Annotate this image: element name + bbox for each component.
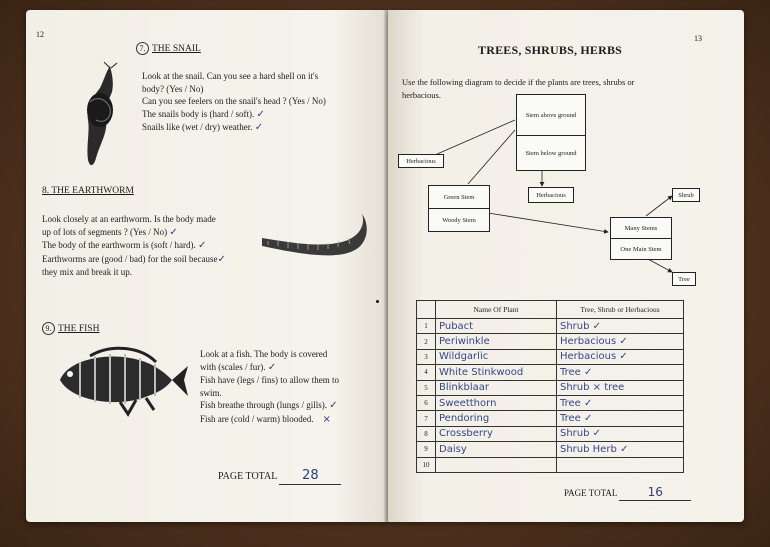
table-header-row bbox=[417, 301, 684, 319]
text-line: Fish are (cold / warm) blooded. × bbox=[200, 413, 331, 425]
earthworm-illustration bbox=[258, 208, 378, 264]
table-row: 7 Pendoring Tree ✓ bbox=[417, 411, 684, 426]
plant-type-cell: Shrub ✓ bbox=[557, 426, 684, 441]
tick-mark: ✓ bbox=[254, 122, 264, 133]
text-line: The body of the earthworm is (soft / hard). ✓ bbox=[42, 240, 207, 251]
column-header: Name Of Plant bbox=[436, 301, 557, 319]
plant-type-cell: Herbacious ✓ bbox=[557, 334, 684, 349]
tick-mark: ✓ bbox=[329, 400, 338, 411]
plant-type-cell bbox=[557, 457, 684, 472]
page-total-value: 16 bbox=[647, 485, 663, 499]
tick-mark: ✓ bbox=[267, 361, 277, 373]
herbacious-box: Herbacious bbox=[398, 154, 444, 168]
text-line: they mix and break it up. bbox=[42, 267, 132, 277]
table-row: 3 Wildgarlic Herbacious ✓ bbox=[417, 349, 684, 364]
tick-mark: ✓ bbox=[256, 108, 265, 120]
plants-table bbox=[416, 300, 684, 473]
plant-type-cell: Shrub × tree bbox=[557, 380, 684, 395]
plant-name-cell: Blinkblaar bbox=[436, 380, 557, 395]
section-number: 9. bbox=[42, 322, 55, 335]
fish-illustration bbox=[50, 342, 190, 418]
table-row: 2 Periwinkle Herbacious ✓ bbox=[417, 334, 684, 349]
ink-dot bbox=[376, 300, 379, 303]
stem-above-ground-box: Stem above ground bbox=[516, 94, 586, 136]
page-total: PAGE TOTAL 28 bbox=[218, 470, 341, 485]
left-page bbox=[26, 10, 388, 522]
text-line: Can you see feelers on the snail's head ? (Yes / No) bbox=[142, 96, 326, 106]
tick-mark: ✓ bbox=[217, 253, 226, 265]
plant-name-cell: Periwinkle bbox=[436, 334, 557, 349]
fish-heading: 9. THE FISH bbox=[42, 322, 99, 335]
plant-name-cell: Sweetthorn bbox=[436, 395, 557, 410]
snail-illustration bbox=[78, 62, 124, 170]
instructions: Use the following diagram to decide if the plants are trees, shrubs or herbacious. bbox=[402, 77, 635, 100]
page-number: 13 bbox=[694, 34, 702, 43]
plant-name-cell bbox=[436, 457, 557, 472]
text-line: up of lots of segments ? (Yes / No) ✓ bbox=[42, 226, 178, 238]
text-line: Earthworms are (good / bad) for the soil because✓ bbox=[42, 253, 226, 265]
tick-mark: ✓ bbox=[197, 240, 207, 251]
text-line: swim. bbox=[200, 387, 222, 398]
plant-name-cell: Pubact bbox=[436, 319, 557, 334]
tree-box: Tree bbox=[672, 272, 696, 286]
table-row: 1 Pubact Shrub ✓ bbox=[417, 319, 684, 334]
earthworm-heading: 8. THE EARTHWORM bbox=[42, 186, 134, 196]
page-total-value: 28 bbox=[302, 468, 319, 483]
fish-question-list bbox=[200, 348, 339, 426]
text-line: Look at the snail. Can you see a hard shell on it's bbox=[142, 71, 319, 81]
snail-question-list bbox=[142, 70, 326, 135]
section-number: 8. bbox=[42, 186, 50, 196]
plant-name-cell: Wildgarlic bbox=[436, 349, 557, 364]
stem-below-ground-box: Stem below ground bbox=[516, 135, 586, 171]
table-row: 6 Sweetthorn Tree ✓ bbox=[417, 395, 684, 410]
cross-mark: × bbox=[322, 413, 331, 425]
herbacious-box: Herbacious bbox=[528, 187, 574, 203]
table-row: 4 White Stinkwood Tree ✓ bbox=[417, 365, 684, 380]
text-line: The snails body is (hard / soft). ✓ bbox=[142, 108, 265, 120]
right-page bbox=[388, 10, 744, 522]
plant-type-cell: Shrub Herb ✓ bbox=[557, 442, 684, 457]
earthworm-question-list bbox=[42, 213, 226, 279]
plant-type-cell: Shrub ✓ bbox=[557, 319, 684, 334]
page-total: PAGE TOTAL 16 bbox=[564, 486, 691, 501]
plant-name-cell: White Stinkwood bbox=[436, 365, 557, 380]
text-line: body? (Yes / No) bbox=[142, 83, 204, 94]
plant-name-cell: Crossberry bbox=[436, 426, 557, 441]
column-header: Tree, Shrub or Herbacious bbox=[557, 301, 684, 319]
shrub-box: Shrub bbox=[672, 188, 700, 202]
one-main-stem-box: One Main Stem bbox=[610, 238, 672, 260]
row-number-header bbox=[417, 301, 436, 319]
plant-type-cell: Tree ✓ bbox=[557, 365, 684, 380]
text-line: Look closely at an earthworm. Is the body made bbox=[42, 214, 216, 224]
table-row: 5 Blinkblaar Shrub × tree bbox=[417, 380, 684, 395]
section-number: 7. bbox=[136, 42, 149, 55]
page-number: 12 bbox=[36, 30, 44, 39]
table-row: 9 Daisy Shrub Herb ✓ bbox=[417, 442, 684, 457]
plant-name-cell: Pendoring bbox=[436, 411, 557, 426]
green-stem-box: Green Stem bbox=[428, 185, 490, 209]
plant-name-cell: Daisy bbox=[436, 442, 557, 457]
text-line: Look at a fish. The body is covered bbox=[200, 349, 328, 359]
plant-type-cell: Herbacious ✓ bbox=[557, 349, 684, 364]
plant-type-cell: Tree ✓ bbox=[557, 395, 684, 410]
table-row: 8 Crossberry Shrub ✓ bbox=[417, 426, 684, 441]
woody-stem-box: Woody Stem bbox=[428, 208, 490, 232]
table-row: 10 bbox=[417, 457, 684, 472]
text-line: Snails like (wet / dry) weather. ✓ bbox=[142, 122, 264, 133]
many-stems-box: Many Stems bbox=[610, 217, 672, 239]
plant-type-cell: Tree ✓ bbox=[557, 411, 684, 426]
text-line: with (scales / fur). ✓ bbox=[200, 361, 277, 373]
tick-mark: ✓ bbox=[169, 226, 178, 238]
text-line: Fish have (legs / fins) to allow them to bbox=[200, 375, 339, 385]
text-line: Fish breathe through (lungs / gills). ✓ bbox=[200, 400, 338, 411]
snail-heading: 7. THE SNAIL bbox=[136, 42, 201, 55]
page-title: TREES, SHRUBS, HERBS bbox=[478, 43, 623, 57]
